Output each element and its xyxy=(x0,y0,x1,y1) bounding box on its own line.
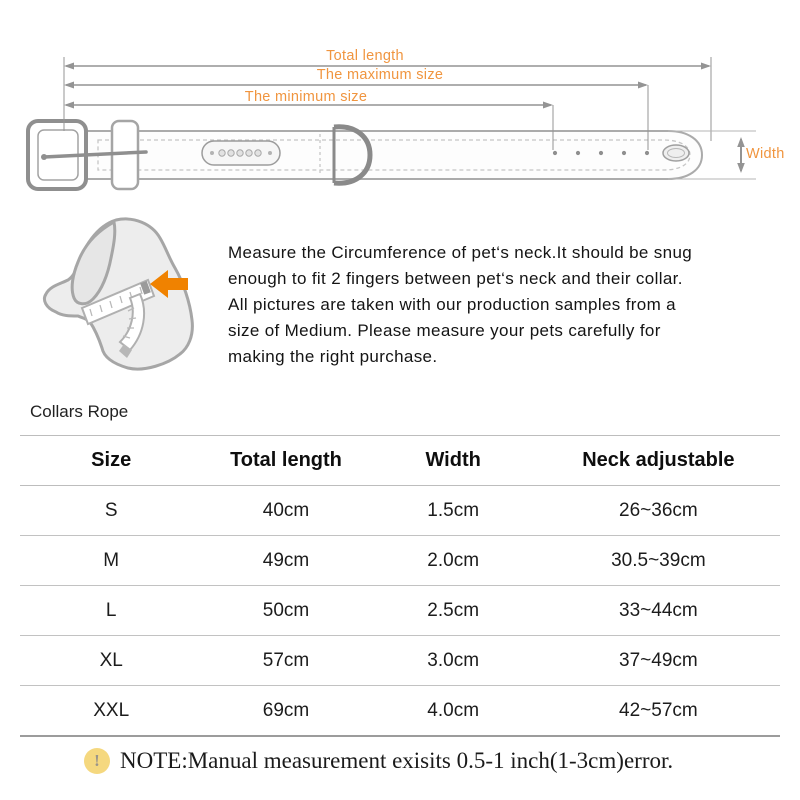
measure-instructions xyxy=(228,240,692,370)
column-header-width: Width xyxy=(425,449,481,471)
table-cell: 33~44cm xyxy=(619,599,698,621)
table-row xyxy=(20,636,780,686)
table-cell: 30.5~39cm xyxy=(611,549,706,571)
instruction-line: Measure the Circumference of pet‘s neck.It should be snug xyxy=(228,243,693,262)
table-cell: M xyxy=(103,549,120,571)
table-row xyxy=(20,586,780,636)
note xyxy=(84,748,673,774)
table-header-row xyxy=(20,436,780,486)
exclamation-icon: ! xyxy=(84,748,110,774)
table-row xyxy=(20,686,780,737)
instruction-line: enough to fit 2 fingers between pet‘s neck and their collar. xyxy=(228,269,683,288)
table-cell: 40cm xyxy=(262,499,310,521)
table-cell: 26~36cm xyxy=(619,499,698,521)
note-text: NOTE:Manual measurement exisits 0.5-1 inch(1-3cm)error. xyxy=(120,748,674,773)
table-cell: 37~49cm xyxy=(619,649,698,671)
table-cell: 50cm xyxy=(262,599,310,621)
column-header-total-length: Total length xyxy=(230,449,342,471)
table-cell: L xyxy=(105,599,117,621)
table-cell: 69cm xyxy=(262,699,310,721)
table-cell: 1.5cm xyxy=(427,499,480,521)
collar-measurement-illustration xyxy=(0,0,800,212)
table-row xyxy=(20,486,780,536)
tip-emblem xyxy=(663,145,689,161)
brand-plate xyxy=(202,141,280,165)
table-cell: 2.5cm xyxy=(427,599,480,621)
table-cell: 3.0cm xyxy=(427,649,480,671)
column-header-neck: Neck adjustable xyxy=(582,449,735,471)
total-length-label: Total length xyxy=(326,48,404,64)
table-cell: 57cm xyxy=(262,649,310,671)
dog-measure-illustration xyxy=(32,212,202,376)
size-table xyxy=(20,435,780,737)
table-cell: 42~57cm xyxy=(619,699,698,721)
table-cell: XXL xyxy=(93,699,130,721)
maximum-size-label: The maximum size xyxy=(316,67,444,83)
instruction-line: size of Medium. Please measure your pets carefully for xyxy=(228,321,661,340)
table-cell: 4.0cm xyxy=(427,699,480,721)
section-label: Collars Rope xyxy=(30,402,129,421)
table-cell: XL xyxy=(99,649,123,671)
column-header-size: Size xyxy=(91,449,132,471)
table-row xyxy=(20,536,780,586)
table-cell: 2.0cm xyxy=(427,549,480,571)
instruction-line: All pictures are taken with our production samples from a xyxy=(228,295,676,314)
collar-strap xyxy=(86,131,702,179)
width-label: Width xyxy=(746,146,785,162)
table-cell: S xyxy=(104,499,118,521)
minimum-size-label: The minimum size xyxy=(244,89,368,105)
table-cell: 49cm xyxy=(262,549,310,571)
instruction-line: making the right purchase. xyxy=(228,347,438,366)
